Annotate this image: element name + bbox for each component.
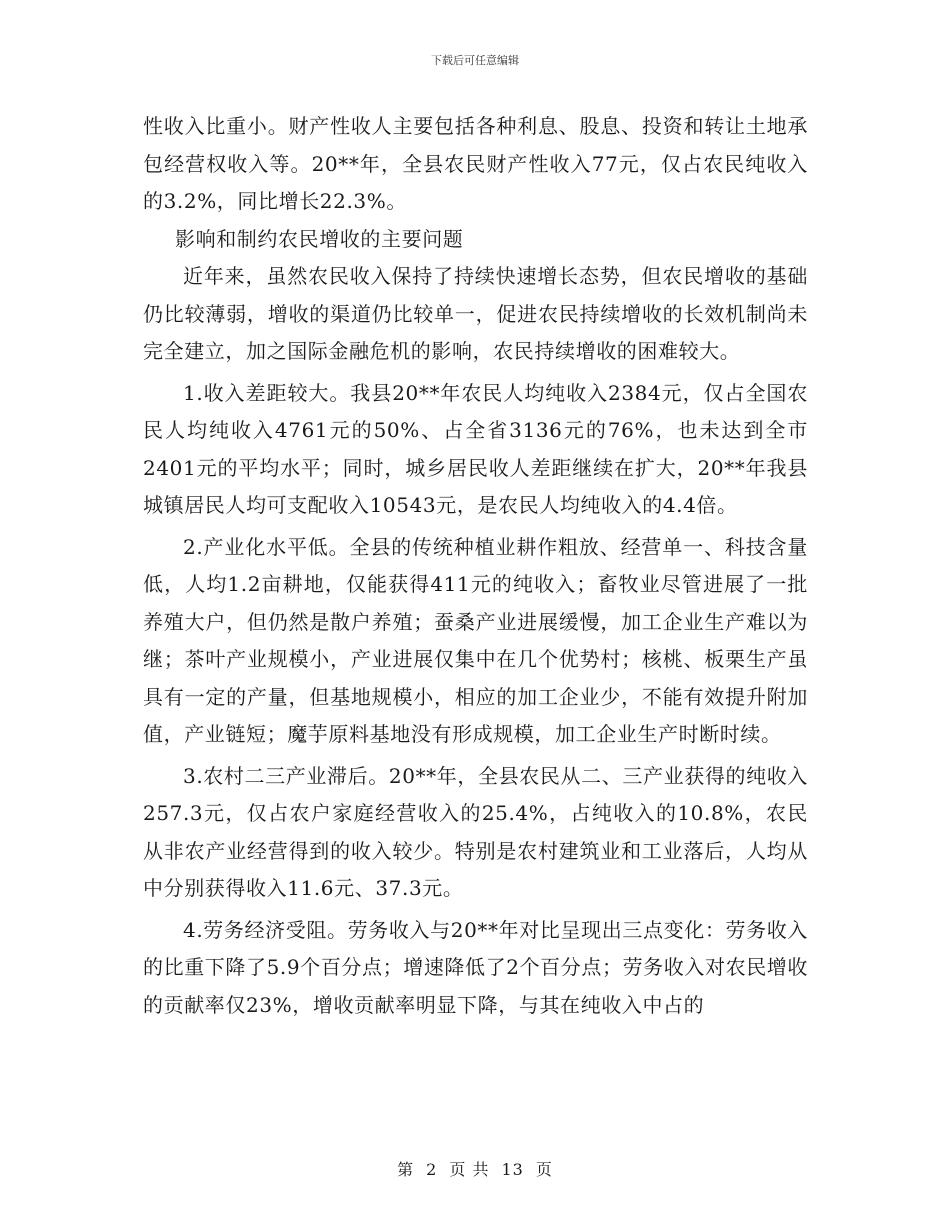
- footer-middle: 页 共: [449, 1160, 490, 1179]
- footer-page-number: 2: [426, 1160, 438, 1179]
- paragraph-4: 2.产业化水平低。全县的传统种植业耕作粗放、经营单一、科技含量低，人均1.2亩耕地，仅能获得411元的纯收入；畜牧业尽管进展了一批养殖大户，但仍然是散户养殖；蚕桑产业进展缓慢，加工企业生产难以为继；茶叶产业规模小，产业进展仅集中在几个优势村；核桃、板栗生产虽具有一定的产量，但基地规模小，相应的加工企业少，不能有效提升附加值，产业链短；魔芋原料基地没有形成规模，加工企业生产时断时续。: [143, 534, 808, 746]
- footer-prefix: 第: [397, 1160, 415, 1179]
- paragraph-5: 3.农村二三产业滞后。20**年，全县农民从二、三产业获得的纯收入257.3元，仅占农户家庭经营收入的25.4%，占纯收入的10.8%，农民从非农产业经营得到的收入较少。特别是农村建筑业和工业落后，人均从中分别获得收入11.6元、37.3元。: [143, 763, 808, 900]
- section-heading: 影响和制约农民增收的主要问题: [175, 226, 464, 251]
- paragraph-3: 1.收入差距较大。我县20**年农民人均纯收入2384元，仅占全国农民人均纯收入4761元的50%、占全省3136元的76%，也未达到全市2401元的平均水平；同时，城乡居民收人差距继续在扩大，20**年我县城镇居民人均可支配收入10543元，是农民人均纯收入的4.4倍。: [143, 380, 808, 517]
- footer-suffix: 页: [535, 1160, 553, 1179]
- paragraph-1: 性收入比重小。财产性收人主要包括各种利息、股息、投资和转让土地承包经营权收入等。20**年，全县农民财产性收入77元，仅占农民纯收入的3.2%，同比增长22.3%。: [143, 114, 808, 213]
- paragraph-2: 近年来，虽然农民收入保持了持续快速增长态势，但农民增收的基础仍比较薄弱，增收的渠道仍比较单一，促进农民持续增收的长效机制尚未完全建立，加之国际金融危机的影响，农民持续增收的困难较大。: [143, 264, 808, 363]
- footer-total-pages: 13: [501, 1160, 524, 1179]
- header-note: 下载后可任意编辑: [431, 54, 519, 67]
- page-footer: [0, 1157, 950, 1180]
- paragraph-6: 4.劳务经济受阻。劳务收入与20**年对比呈现出三点变化：劳务收入的比重下降了5.9个百分点；增速降低了2个百分点；劳务收入对农民增收的贡献率仅23%，增收贡献率明显下降，与其在纯收入中占的: [143, 917, 808, 1017]
- document-body: [143, 108, 808, 1024]
